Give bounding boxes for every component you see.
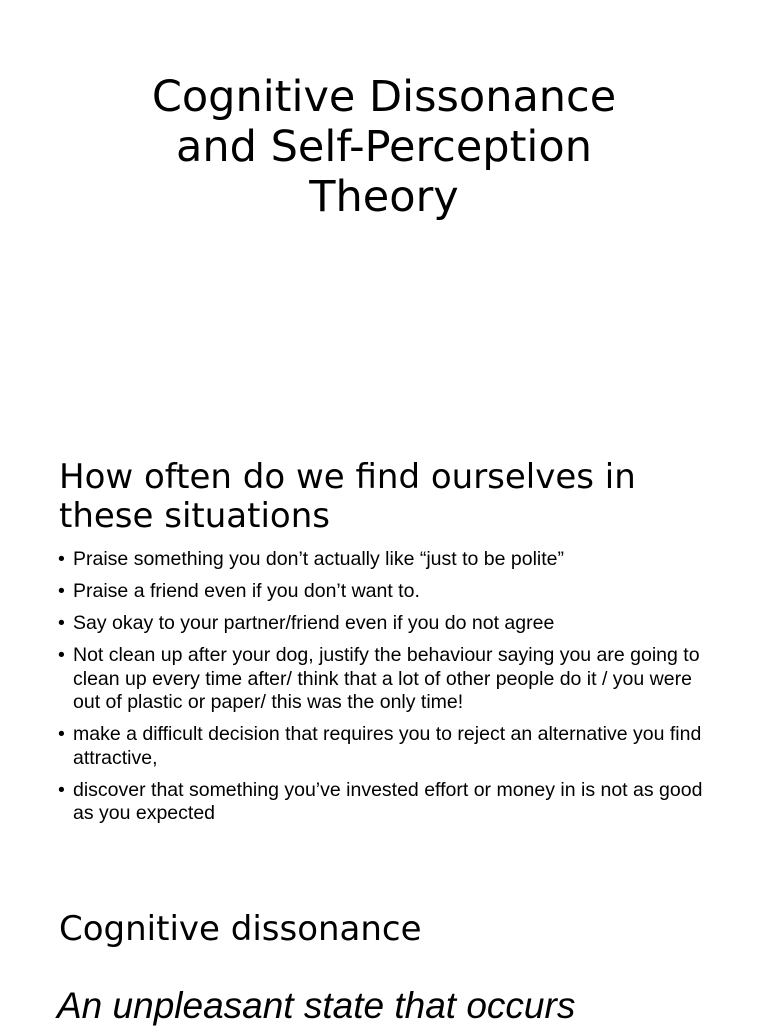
slide-situations — [0, 440, 768, 880]
title-line: Cognitive Dissonance — [151, 72, 617, 122]
list-item — [58, 644, 718, 715]
title-line: Theory — [309, 172, 459, 222]
list-item — [58, 580, 718, 604]
list-item — [58, 548, 718, 572]
list-item — [58, 723, 718, 770]
heading-line: these situations — [59, 496, 330, 536]
list-item-text: Not clean up after your dog, justify the behaviour saying you are going to clean up every time after/ think that a lot of other people do it / you were out of plastic or paper/ this was the only time! — [73, 644, 700, 713]
list-item-text: make a difficult decision that requires you to reject an alternative you find attractive, — [73, 723, 702, 769]
slide-heading — [59, 458, 636, 536]
title-line: and Self-Perception — [176, 122, 592, 172]
presentation-title — [0, 72, 768, 222]
heading-line: How often do we find ourselves in — [59, 457, 636, 497]
bullet-icon: • — [58, 612, 65, 634]
definition-text: An unpleasant state that occurs — [57, 985, 576, 1026]
list-item-text: discover that something you’ve invested effort or money in is not as good as you expected — [73, 778, 703, 824]
bullet-icon: • — [58, 580, 65, 602]
bullet-icon: • — [58, 548, 65, 570]
list-item-text: Praise a friend even if you don’t want to. — [73, 580, 420, 602]
slide-title — [0, 0, 768, 440]
slide-heading: Cognitive dissonance — [59, 909, 422, 949]
slide-definition — [0, 880, 768, 1024]
list-item — [58, 779, 718, 826]
list-item-text: Say okay to your partner/friend even if you do not agree — [73, 612, 555, 634]
situations-list — [58, 548, 718, 834]
bullet-icon: • — [58, 723, 65, 745]
list-item-text: Praise something you don’t actually like “just to be polite” — [73, 548, 565, 570]
list-item — [58, 612, 718, 636]
bullet-icon: • — [58, 778, 65, 801]
bullet-icon: • — [58, 644, 65, 666]
